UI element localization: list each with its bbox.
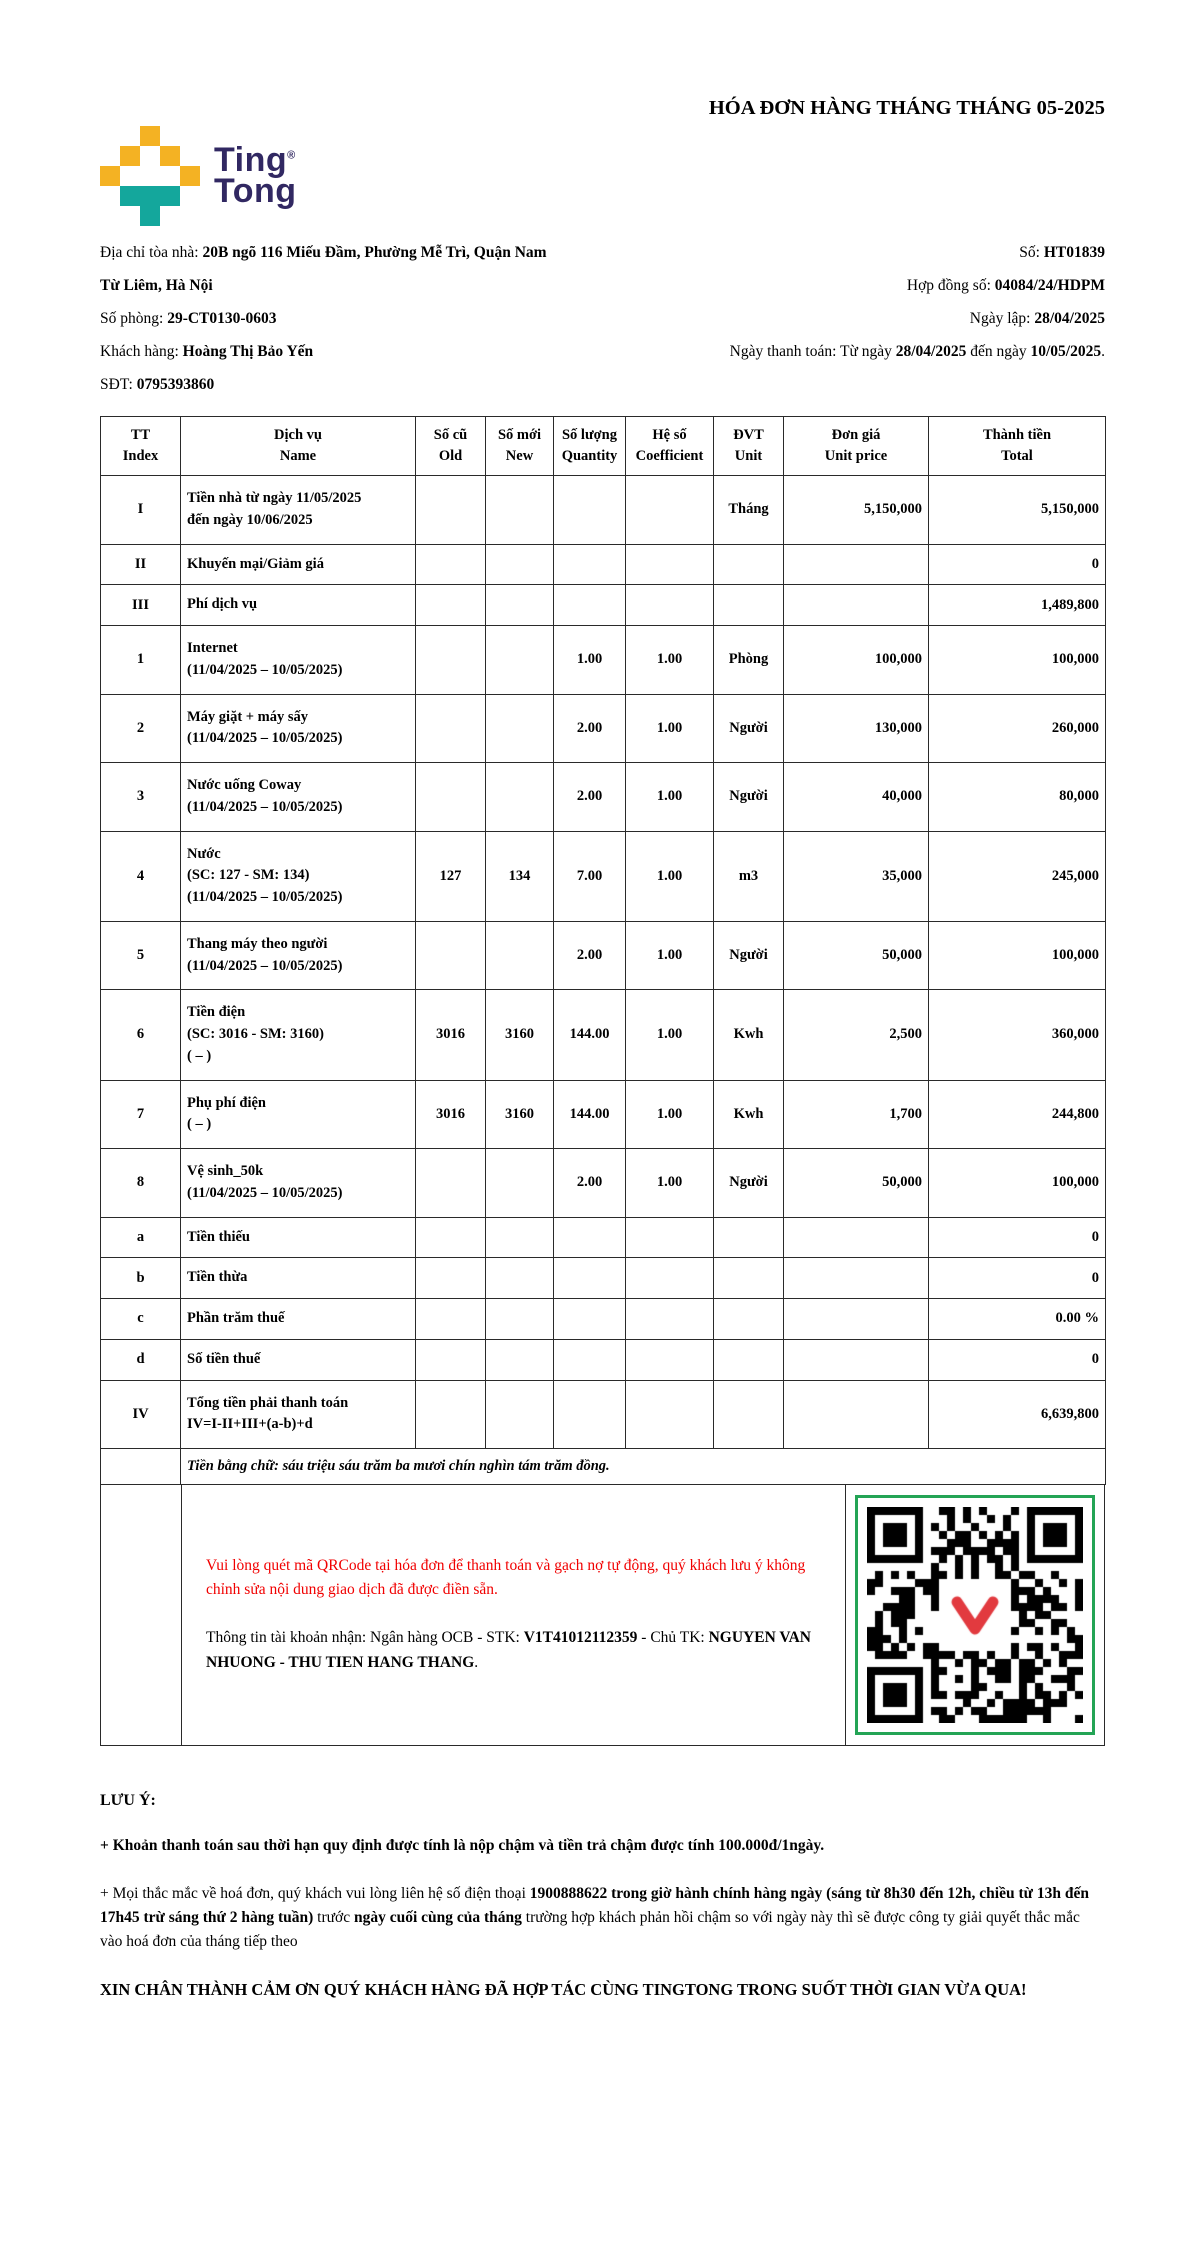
unit-cell: Kwh <box>714 990 784 1080</box>
total-cell: 100,000 <box>929 921 1106 990</box>
table-row <box>101 476 1106 545</box>
total-cell: 1,489,800 <box>929 585 1106 626</box>
old-cell <box>416 1380 486 1449</box>
new-cell <box>486 585 554 626</box>
table-header-row <box>101 417 1106 476</box>
total-cell: 100,000 <box>929 626 1106 695</box>
quantity-cell <box>554 1380 626 1449</box>
table-header-cell: ĐVT Unit <box>714 417 784 476</box>
total-cell: 0.00 % <box>929 1299 1106 1340</box>
quantity-cell: 1.00 <box>554 626 626 695</box>
table-row <box>101 694 1106 763</box>
index-cell: c <box>101 1299 181 1340</box>
coefficient-cell <box>626 544 714 585</box>
qr-code <box>855 1495 1095 1735</box>
quantity-cell <box>554 1339 626 1380</box>
qr-cell <box>846 1485 1104 1745</box>
coefficient-cell: 1.00 <box>626 921 714 990</box>
table-row <box>101 585 1106 626</box>
payment-date-line: Ngày thanh toán: Từ ngày 28/04/2025 đến ngày 10/05/2025. <box>729 343 1105 360</box>
total-cell: 360,000 <box>929 990 1106 1080</box>
unit-price-cell: 1,700 <box>784 1080 929 1149</box>
old-cell: 3016 <box>416 1080 486 1149</box>
unit-cell: Người <box>714 1149 784 1218</box>
name-cell: Tiền thừa <box>181 1258 416 1299</box>
index-cell: II <box>101 544 181 585</box>
table-row <box>101 1258 1106 1299</box>
index-cell: 3 <box>101 763 181 832</box>
name-cell: Tiền điện (SC: 3016 - SM: 3160) ( – ) <box>181 990 416 1080</box>
old-cell <box>416 1299 486 1340</box>
total-cell: 260,000 <box>929 694 1106 763</box>
total-cell: 0 <box>929 544 1106 585</box>
name-cell: Tổng tiền phải thanh toán IV=I-II+III+(a-b)+d <box>181 1380 416 1449</box>
unit-cell <box>714 1217 784 1258</box>
table-header-cell: TT Index <box>101 417 181 476</box>
new-cell <box>486 1258 554 1299</box>
name-cell: Khuyến mại/Giảm giá <box>181 544 416 585</box>
table-header-cell: Dịch vụ Name <box>181 417 416 476</box>
unit-price-cell <box>784 585 929 626</box>
index-cell: IV <box>101 1380 181 1449</box>
coefficient-cell <box>626 585 714 626</box>
name-cell: Phần trăm thuế <box>181 1299 416 1340</box>
quantity-cell: 2.00 <box>554 921 626 990</box>
quantity-cell <box>554 585 626 626</box>
brand-wordmark: Ting® Tong <box>214 140 297 210</box>
coefficient-cell: 1.00 <box>626 694 714 763</box>
new-cell: 134 <box>486 831 554 921</box>
old-cell <box>416 476 486 545</box>
info-left-column <box>100 236 564 401</box>
index-cell: a <box>101 1217 181 1258</box>
table-header-cell: Đơn giá Unit price <box>784 417 929 476</box>
amount-in-words-row <box>101 1449 1106 1485</box>
new-cell <box>486 476 554 545</box>
qr-scan-note: Vui lòng quét mã QRCode tại hóa đơn để thanh toán và gạch nợ tự động, quý khách lưu ý không chỉnh sửa nội dung giao dịch đã được điền sẵn. <box>206 1557 806 1599</box>
unit-cell: Kwh <box>714 1080 784 1149</box>
old-cell: 127 <box>416 831 486 921</box>
coefficient-cell: 1.00 <box>626 831 714 921</box>
index-cell: 7 <box>101 1080 181 1149</box>
name-cell: Vệ sinh_50k (11/04/2025 – 10/05/2025) <box>181 1149 416 1218</box>
name-cell: Phụ phí điện ( – ) <box>181 1080 416 1149</box>
table-row <box>101 1149 1106 1218</box>
index-cell: 1 <box>101 626 181 695</box>
unit-price-cell: 50,000 <box>784 921 929 990</box>
phone-line: SĐT: 0795393860 <box>100 376 215 393</box>
payment-row <box>100 1485 1105 1746</box>
header <box>100 0 1105 226</box>
table-row <box>101 1380 1106 1449</box>
brand-logo <box>100 126 297 226</box>
coefficient-cell: 1.00 <box>626 990 714 1080</box>
name-cell: Số tiền thuế <box>181 1339 416 1380</box>
index-cell: 4 <box>101 831 181 921</box>
footer-notes <box>100 1792 1105 2003</box>
table-row <box>101 544 1106 585</box>
old-cell <box>416 544 486 585</box>
old-cell <box>416 694 486 763</box>
quantity-cell <box>554 544 626 585</box>
new-cell: 3160 <box>486 990 554 1080</box>
old-cell <box>416 1149 486 1218</box>
new-cell <box>486 694 554 763</box>
table-row <box>101 1080 1106 1149</box>
index-cell: III <box>101 585 181 626</box>
name-cell: Tiền nhà từ ngày 11/05/2025 đến ngày 10/06/2025 <box>181 476 416 545</box>
name-cell: Tiền thiếu <box>181 1217 416 1258</box>
index-cell: 5 <box>101 921 181 990</box>
new-cell <box>486 1217 554 1258</box>
old-cell <box>416 763 486 832</box>
contract-number-line: Hợp đồng số: 04084/24/HDPM <box>906 277 1105 294</box>
invoice-info <box>100 236 1105 401</box>
unit-cell: Người <box>714 694 784 763</box>
unit-cell: Phòng <box>714 626 784 695</box>
customer-line: Khách hàng: Hoàng Thị Bảo Yến <box>100 343 314 360</box>
unit-price-cell: 100,000 <box>784 626 929 695</box>
info-right-column <box>564 236 1105 401</box>
tingtong-pixel-arrow-icon <box>100 126 200 226</box>
quantity-cell: 2.00 <box>554 763 626 832</box>
name-cell: Phí dịch vụ <box>181 585 416 626</box>
name-cell: Nước (SC: 127 - SM: 134) (11/04/2025 – 10/05/2025) <box>181 831 416 921</box>
name-cell: Nước uống Coway (11/04/2025 – 10/05/2025) <box>181 763 416 832</box>
services-table <box>100 416 1106 1485</box>
unit-cell: m3 <box>714 831 784 921</box>
invoice-number-line: Số: HT01839 <box>1019 244 1105 261</box>
coefficient-cell <box>626 476 714 545</box>
unit-price-cell: 2,500 <box>784 990 929 1080</box>
payment-instructions <box>182 1485 846 1745</box>
table-header-cell: Hệ số Coefficient <box>626 417 714 476</box>
old-cell: 3016 <box>416 990 486 1080</box>
note-contact: + Mọi thắc mắc về hoá đơn, quý khách vui lòng liên hệ số điện thoại 1900888622 trong giờ hành chính hàng ngày (sáng từ 8h30 đến 12h, chiều từ 13h đến 17h45 trừ sáng thứ 2 hàng tuần) trước ngày cuối cùng của tháng trường hợp khách phản hồi chậm so với ngày này thì sẽ được công ty giải quyết thắc mắc vào hoá đơn của tháng tiếp theo <box>100 1885 1089 1951</box>
quantity-cell: 7.00 <box>554 831 626 921</box>
unit-price-cell: 5,150,000 <box>784 476 929 545</box>
unit-price-cell: 130,000 <box>784 694 929 763</box>
unit-price-cell <box>784 544 929 585</box>
unit-cell: Tháng <box>714 476 784 545</box>
table-row <box>101 1339 1106 1380</box>
unit-cell <box>714 1339 784 1380</box>
unit-cell <box>714 1380 784 1449</box>
quantity-cell <box>554 1299 626 1340</box>
unit-price-cell <box>784 1217 929 1258</box>
total-cell: 100,000 <box>929 1149 1106 1218</box>
index-cell: d <box>101 1339 181 1380</box>
quantity-cell: 144.00 <box>554 1080 626 1149</box>
unit-cell: Người <box>714 763 784 832</box>
new-cell <box>486 1149 554 1218</box>
total-cell: 6,639,800 <box>929 1380 1106 1449</box>
name-cell: Internet (11/04/2025 – 10/05/2025) <box>181 626 416 695</box>
new-cell <box>486 626 554 695</box>
table-header-cell: Số cũ Old <box>416 417 486 476</box>
quantity-cell <box>554 476 626 545</box>
unit-price-cell <box>784 1299 929 1340</box>
notes-heading: LƯU Ý: <box>100 1792 156 1810</box>
unit-price-cell <box>784 1258 929 1299</box>
account-info: Thông tin tài khoản nhận: Ngân hàng OCB - STK: V1T41012112359 - Chủ TK: NGUYEN VAN NHUONG - THU TIEN HANG THANG. <box>206 1629 811 1672</box>
closing-thanks: XIN CHÂN THÀNH CẢM ƠN QUÝ KHÁCH HÀNG ĐÃ HỢP TÁC CÙNG TINGTONG TRONG SUỐT THỜI GIAN VỪA QUA! <box>100 1980 1027 2000</box>
coefficient-cell <box>626 1380 714 1449</box>
new-cell <box>486 544 554 585</box>
invoice-title: HÓA ĐƠN HÀNG THÁNG THÁNG 05-2025 <box>708 97 1105 119</box>
table-row <box>101 626 1106 695</box>
quantity-cell: 144.00 <box>554 990 626 1080</box>
coefficient-cell: 1.00 <box>626 763 714 832</box>
building-address-line: Địa chỉ tòa nhà: 20B ngõ 116 Miếu Đầm, Phường Mễ Trì, Quận Nam Từ Liêm, Hà Nội <box>100 244 547 294</box>
table-header-cell: Số lượng Quantity <box>554 417 626 476</box>
total-cell: 0 <box>929 1339 1106 1380</box>
table-row <box>101 1217 1106 1258</box>
unit-cell <box>714 1299 784 1340</box>
total-cell: 244,800 <box>929 1080 1106 1149</box>
old-cell <box>416 921 486 990</box>
index-cell: 2 <box>101 694 181 763</box>
new-cell <box>486 921 554 990</box>
index-cell: b <box>101 1258 181 1299</box>
index-cell: 8 <box>101 1149 181 1218</box>
coefficient-cell <box>626 1339 714 1380</box>
payment-row-spacer <box>101 1485 182 1745</box>
unit-cell <box>714 544 784 585</box>
quantity-cell: 2.00 <box>554 1149 626 1218</box>
table-header-cell: Thành tiền Total <box>929 417 1106 476</box>
unit-cell <box>714 585 784 626</box>
table-row <box>101 763 1106 832</box>
unit-cell <box>714 1258 784 1299</box>
unit-price-cell: 35,000 <box>784 831 929 921</box>
table-row <box>101 921 1106 990</box>
total-cell: 0 <box>929 1258 1106 1299</box>
new-cell <box>486 1299 554 1340</box>
index-cell: 6 <box>101 990 181 1080</box>
name-cell: Máy giặt + máy sấy (11/04/2025 – 10/05/2025) <box>181 694 416 763</box>
new-cell: 3160 <box>486 1080 554 1149</box>
unit-cell: Người <box>714 921 784 990</box>
table-row <box>101 1299 1106 1340</box>
qr-code-canvas <box>867 1507 1083 1723</box>
amount-in-words: Tiền bằng chữ: sáu triệu sáu trăm ba mươi chín nghìn tám trăm đồng. <box>181 1449 1106 1485</box>
unit-price-cell: 40,000 <box>784 763 929 832</box>
total-cell: 0 <box>929 1217 1106 1258</box>
unit-price-cell: 50,000 <box>784 1149 929 1218</box>
new-cell <box>486 1380 554 1449</box>
coefficient-cell <box>626 1299 714 1340</box>
table-row <box>101 990 1106 1080</box>
total-cell: 245,000 <box>929 831 1106 921</box>
new-cell <box>486 1339 554 1380</box>
coefficient-cell <box>626 1217 714 1258</box>
new-cell <box>486 763 554 832</box>
unit-price-cell <box>784 1380 929 1449</box>
coefficient-cell: 1.00 <box>626 1080 714 1149</box>
coefficient-cell <box>626 1258 714 1299</box>
room-number-line: Số phòng: 29-CT0130-0603 <box>100 310 277 327</box>
quantity-cell <box>554 1217 626 1258</box>
old-cell <box>416 1258 486 1299</box>
coefficient-cell: 1.00 <box>626 1149 714 1218</box>
issue-date-line: Ngày lập: 28/04/2025 <box>969 310 1105 327</box>
table-row <box>101 831 1106 921</box>
total-cell: 5,150,000 <box>929 476 1106 545</box>
table-header-cell: Số mới New <box>486 417 554 476</box>
name-cell: Thang máy theo người (11/04/2025 – 10/05/2025) <box>181 921 416 990</box>
old-cell <box>416 585 486 626</box>
total-cell: 80,000 <box>929 763 1106 832</box>
old-cell <box>416 626 486 695</box>
old-cell <box>416 1217 486 1258</box>
coefficient-cell: 1.00 <box>626 626 714 695</box>
index-cell: I <box>101 476 181 545</box>
quantity-cell: 2.00 <box>554 694 626 763</box>
unit-price-cell <box>784 1339 929 1380</box>
amount-in-words-spacer <box>101 1449 181 1485</box>
quantity-cell <box>554 1258 626 1299</box>
note-late-payment: + Khoản thanh toán sau thời hạn quy định được tính là nộp chậm và tiền trả chậm được tính 100.000đ/1ngày. <box>100 1837 825 1855</box>
old-cell <box>416 1339 486 1380</box>
